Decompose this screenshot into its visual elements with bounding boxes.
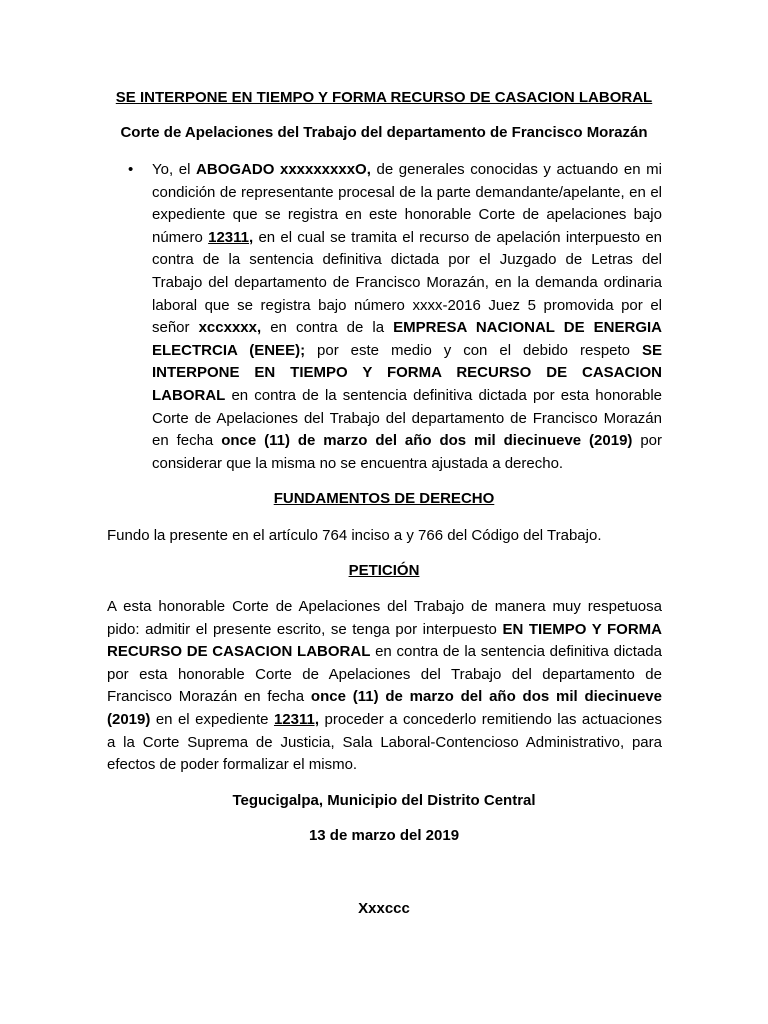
body-text-run: Trabajo del departamento de Francisco Morazán, en la demanda ordinaria: [152, 274, 662, 291]
body-text-run: condición de representante procesal de la parte demandante/apelante, en el: [152, 183, 662, 201]
body-line: [152, 229, 662, 247]
body-text-run: expediente que se registra en este honorable Corte de apelaciones bajo: [152, 206, 662, 224]
body-text-run: Corte de Apelaciones del Trabajo del departamento de Francisco Morazán: [152, 409, 662, 427]
body-line: [152, 455, 662, 473]
body-text-run: LABORAL: [152, 387, 226, 404]
fundamentos-text: Fundo la presente en el artículo 764 inciso a y 766 del Código del Trabajo.: [107, 527, 602, 544]
peticion-text-run: en contra de la sentencia definitiva dictada: [370, 643, 662, 661]
peticion-heading: PETICIÓN: [348, 562, 420, 579]
peticion-text-run: por esta honorable Corte de Apelaciones del Trabajo del departamento de: [107, 665, 662, 683]
fundamentos-heading: FUNDAMENTOS DE DERECHO: [273, 490, 495, 507]
body-text-run: en fecha: [152, 432, 222, 450]
body-line: [152, 319, 662, 337]
peticion-line: [107, 598, 662, 616]
body-text-run: SE: [641, 341, 662, 359]
peticion-text-run: (2019): [107, 711, 151, 728]
body-text-run: en contra de la: [261, 319, 394, 337]
peticion-line: [107, 643, 662, 661]
body-text-run: EMPRESA NACIONAL DE ENERGIA: [393, 319, 662, 337]
body-line: [152, 297, 662, 315]
body-text-run: Yo, el: [152, 161, 197, 178]
bullet-marker: •: [128, 161, 134, 178]
body-text-run: INTERPONE EN TIEMPO Y FORMA RECURSO DE CASACION: [152, 364, 662, 382]
body-line: [152, 387, 662, 405]
peticion-text-run: a la Corte Suprema de Justicia, Sala Laboral-Contencioso Administrativo, para: [107, 733, 662, 751]
body-text-run: ELECTRCIA (ENEE);: [152, 341, 306, 359]
peticion-line: [107, 688, 662, 706]
body-text-run: de generales conocidas y actuando en mi: [370, 161, 662, 178]
peticion-text-run: pido: admitir el presente escrito, se tenga por interpuesto: [107, 620, 503, 638]
peticion-text-run: 12311,: [273, 711, 320, 728]
peticion-text-run: EN TIEMPO Y FORMA: [502, 620, 662, 638]
body-text-run: once (11) de marzo del año dos mil diecinueve (2019): [221, 432, 633, 450]
peticion-line: [107, 734, 662, 752]
peticion-text-run: Francisco Morazán en fecha: [107, 688, 311, 706]
body-line: [152, 274, 662, 292]
date-line: 13 de marzo del 2019: [308, 827, 460, 844]
signature: Xxxccc: [358, 900, 410, 917]
body-line: [152, 364, 662, 382]
body-text-run: número: [152, 228, 209, 246]
peticion-line: [107, 621, 662, 639]
body-line: [152, 410, 662, 428]
peticion-text-run: once (11) de marzo del año dos mil diecinueve: [310, 688, 662, 706]
body-line: [152, 251, 662, 269]
body-text-run: 12311,: [208, 228, 254, 246]
body-text-run: por: [632, 432, 663, 450]
peticion-text-run: RECURSO DE CASACION LABORAL: [107, 643, 371, 661]
body-line: [152, 206, 662, 224]
body-text-run: xccxxxx,: [198, 319, 262, 337]
body-text-run: considerar que la misma no se encuentra ajustada a derecho.: [152, 454, 564, 472]
body-text-run: señor: [152, 319, 199, 337]
peticion-text-run: efectos de poder formalizar el mismo.: [107, 756, 358, 774]
body-line: [152, 161, 662, 179]
body-line: [152, 184, 662, 202]
body-line: [152, 342, 662, 360]
peticion-line: [107, 666, 662, 684]
place-line: Tegucigalpa, Municipio del Distrito Central: [232, 792, 536, 809]
body-text-run: por este medio y con el debido respeto: [305, 341, 642, 359]
peticion-text-run: proceder a concederlo remitiendo las actuaciones: [319, 711, 662, 728]
body-text-run: ABOGADO xxxxxxxxxO,: [196, 161, 371, 178]
body-text-run: en contra de la sentencia definitiva dictada por esta honorable: [225, 387, 662, 404]
peticion-text-run: A esta honorable Corte de Apelaciones del Trabajo de manera muy respetuosa: [107, 598, 662, 615]
peticion-text-run: en el expediente: [150, 711, 274, 728]
body-text-run: contra de la sentencia definitiva dictada por el Juzgado de Letras del: [152, 251, 662, 269]
addressee: Corte de Apelaciones del Trabajo del departamento de Francisco Morazán: [120, 124, 648, 141]
peticion-line: [107, 756, 662, 774]
peticion-line: [107, 711, 662, 729]
body-text-run: en el cual se tramita el recurso de apelación interpuesto en: [253, 228, 663, 246]
body-line: [152, 432, 662, 450]
body-text-run: laboral que se registra bajo número xxxx-2016 Juez 5 promovida por el: [152, 296, 662, 314]
document-title: SE INTERPONE EN TIEMPO Y FORMA RECURSO DE CASACION LABORAL: [115, 89, 653, 106]
